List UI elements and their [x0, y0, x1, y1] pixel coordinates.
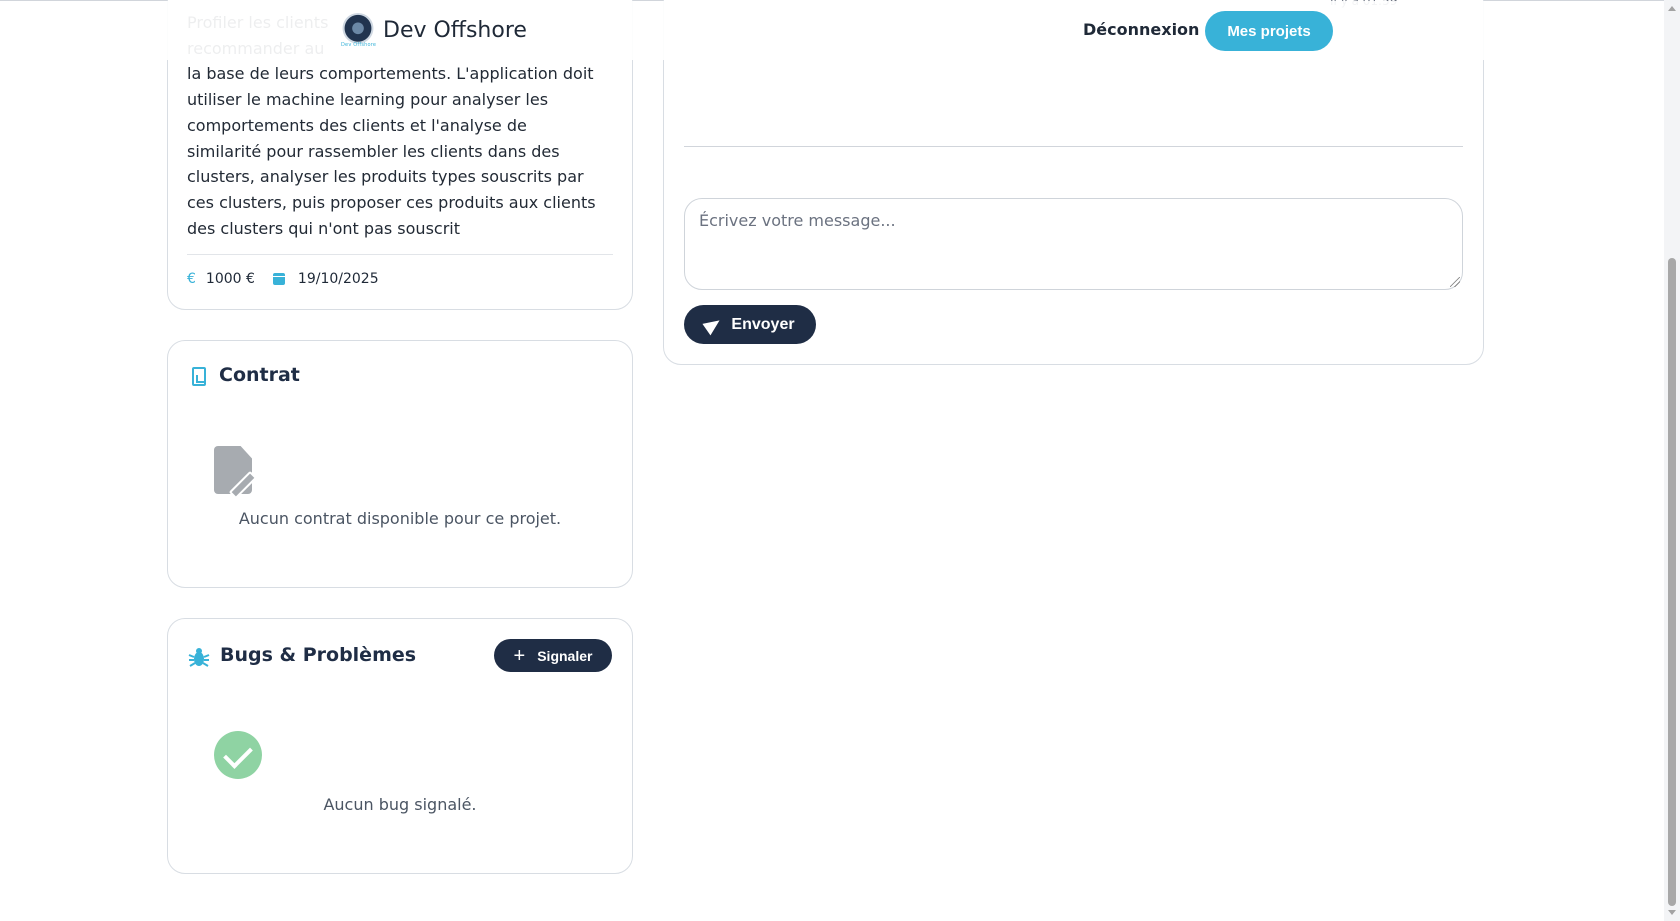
send-label: Envoyer	[731, 315, 795, 333]
logo-subtitle: Dev Offshore	[341, 42, 377, 48]
scrollbar-thumb[interactable]	[1668, 258, 1676, 906]
top-navbar	[0, 1, 1664, 60]
my-projects-button[interactable]: Mes projets	[1205, 11, 1333, 51]
report-bug-label: Signaler	[537, 647, 593, 664]
bug-icon	[188, 646, 210, 668]
description-divider	[187, 254, 613, 255]
calendar-icon	[273, 273, 285, 285]
page-scrollbar[interactable]	[1664, 0, 1680, 921]
check-circle-icon	[214, 731, 262, 779]
contract-title: Contrat	[219, 364, 300, 386]
contract-empty-text: Aucun contrat disponible pour ce projet.	[238, 509, 562, 528]
budget-value: 1000 €	[205, 271, 255, 287]
message-input[interactable]	[684, 198, 1463, 290]
send-button[interactable]	[684, 305, 816, 344]
date-value: 19/10/2025	[297, 271, 379, 287]
bugs-title: Bugs & Problèmes	[220, 644, 417, 666]
description-line: utiliser le machine learning pour analyser les	[187, 90, 549, 110]
report-bug-button[interactable]	[494, 639, 612, 672]
description-line: clusters, analyser les produits types souscrits par	[187, 167, 584, 187]
description-line: la base de leurs comportements. L'application doit	[187, 64, 594, 84]
plus-icon: +	[513, 644, 526, 667]
date-item	[273, 271, 379, 287]
budget-item	[187, 271, 255, 287]
bugs-empty-text: Aucun bug signalé.	[323, 795, 477, 814]
description-line: similarité pour rassembler les clients dans des	[187, 141, 560, 161]
paper-plane-icon	[703, 314, 724, 335]
logout-link[interactable]: Déconnexion	[1083, 20, 1200, 39]
resize-grip-icon[interactable]	[1450, 277, 1460, 287]
chat-divider	[684, 146, 1463, 147]
description-line: comportements des clients et l'analyse de	[187, 115, 527, 135]
contract-file-icon	[192, 367, 206, 386]
euro-icon: €	[187, 271, 196, 287]
scroll-down-arrow-icon[interactable]	[1668, 910, 1676, 915]
scroll-up-arrow-icon[interactable]	[1668, 6, 1676, 11]
description-line: ces clusters, puis proposer ces produits aux clients	[187, 192, 596, 212]
project-meta	[187, 271, 397, 287]
brand-name[interactable]: Dev Offshore	[383, 18, 527, 43]
description-line: des clusters qui n'ont pas souscrit	[187, 218, 460, 238]
